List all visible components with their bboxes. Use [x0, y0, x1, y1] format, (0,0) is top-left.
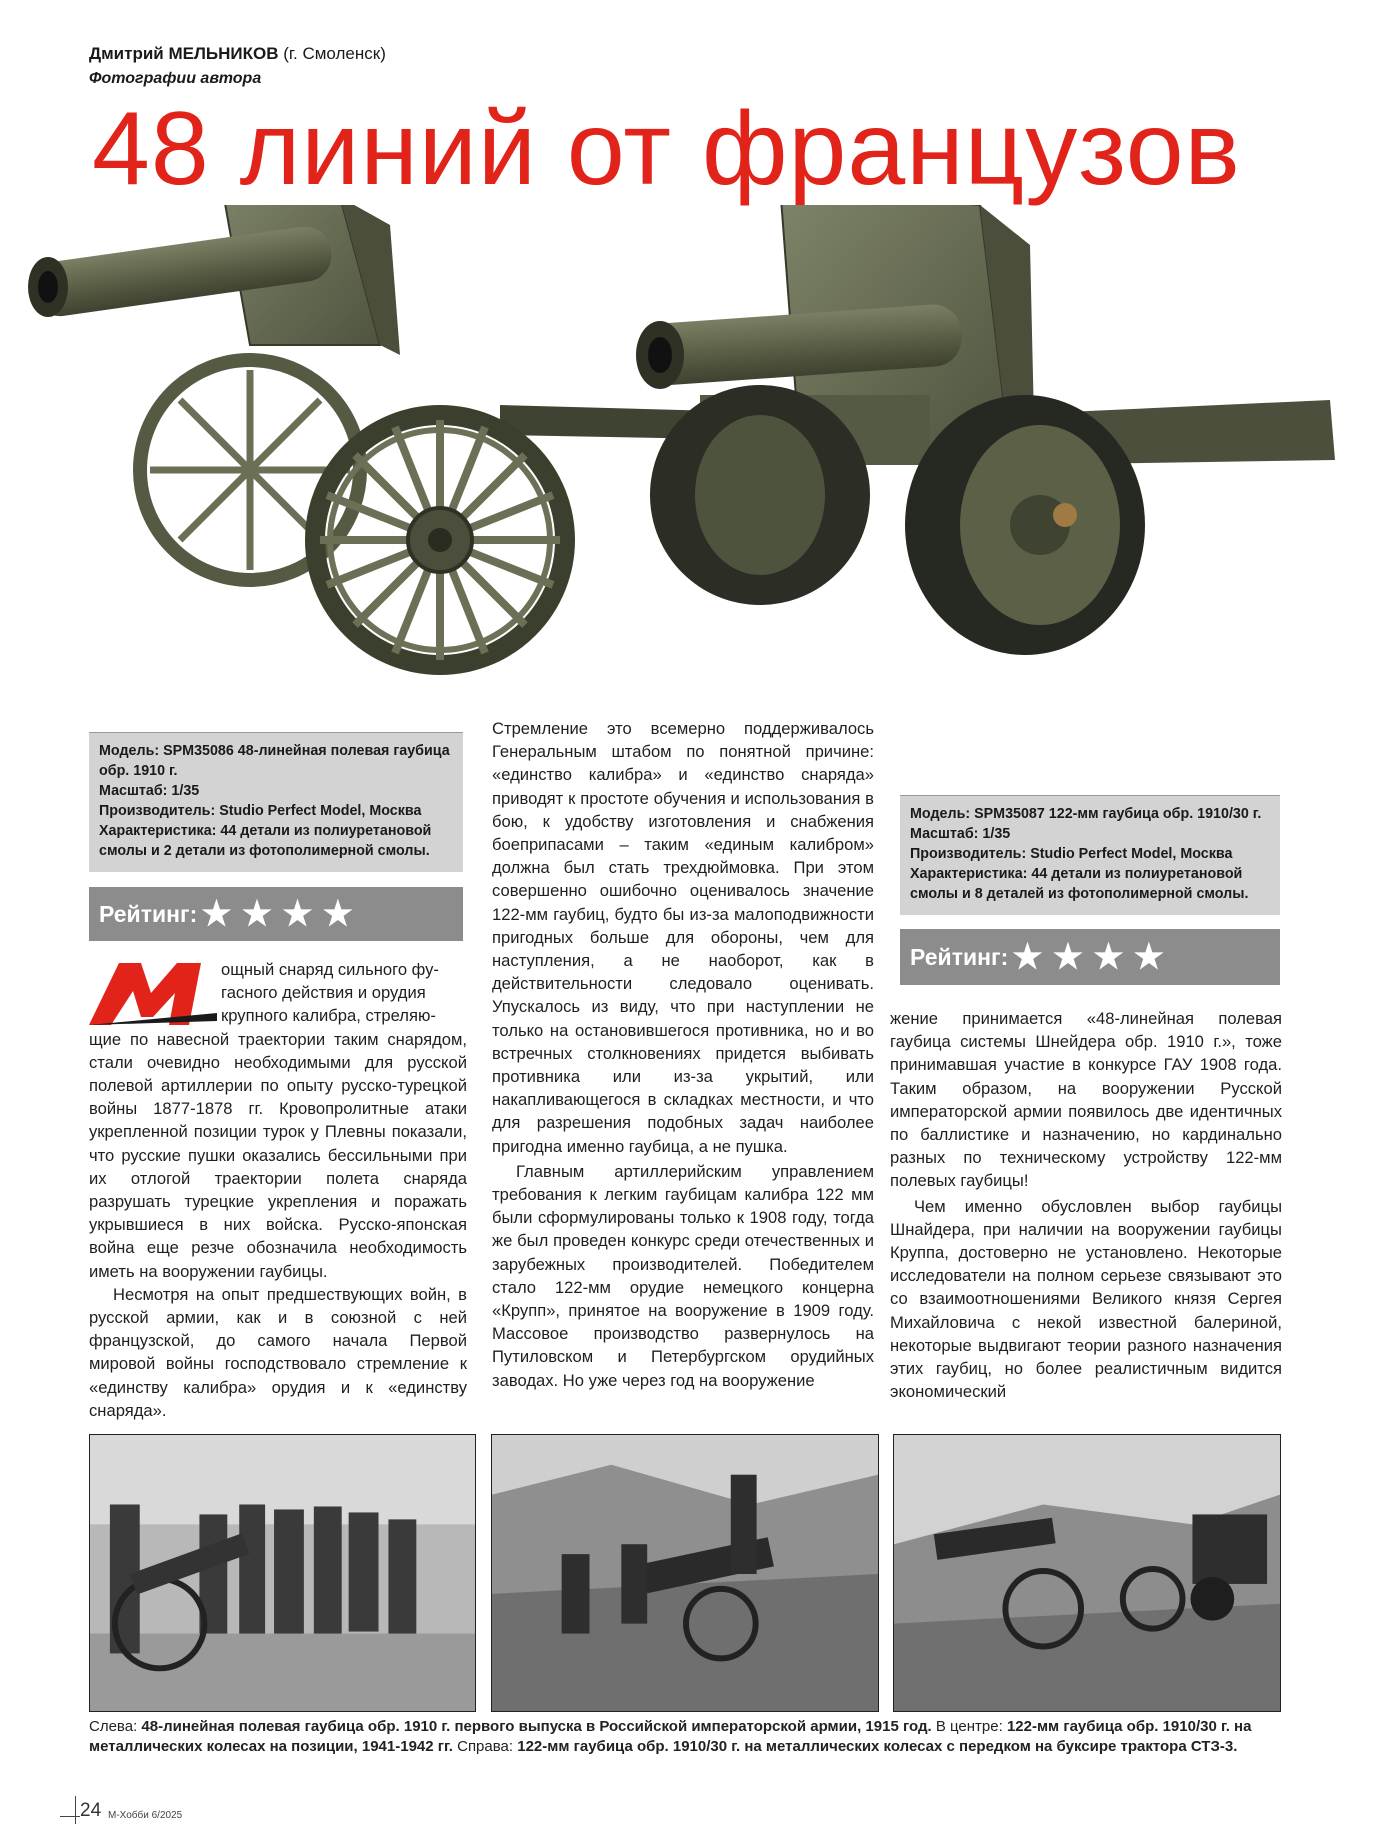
- photo-caption: [89, 1717, 1289, 1757]
- magazine-issue: М-Хобби 6/2025: [108, 1810, 183, 1821]
- dropcap-line-2: гасного действия и орудия: [221, 983, 426, 1003]
- page-number: 24: [80, 1800, 102, 1821]
- paragraph: щие по навесной траектории таким снарядом, стали очевидно необходимыми для русской полевой артиллерии по опыту русско-турецкой войны 1877-1878 гг. Кровопролитные атаки укрепленной позиции турок у Плевны показали, что русские пушки оказались бессильными при их отлогой траектории полета снаряда разрушать турецкие укрепления и поражать укрывшиеся в них войска. Русско-японская война еще резче обозначила необходимость иметь на вооружении гаубицы.: [89, 1029, 467, 1281]
- rating-label: Рейтинг:: [99, 900, 198, 927]
- paragraph: жение принимается «48-линейная полевая гаубица системы Шнейдера обр. 1910 г.», тоже принимавшая участие в конкурсе ГАУ 1908 года. Таким образом, на вооружении Русской императорской армии появилось две идентичных по баллистике и назначению, но кардинально разных по техническому устройству 122-мм полевых гаубицы!: [890, 1009, 1282, 1191]
- dropcap-line-3: крупного калибра, стреляю-: [221, 1006, 436, 1026]
- right-howitzer-model: [636, 205, 1335, 655]
- caption-center-label: В центре:: [931, 1718, 1007, 1735]
- kit-spec: Характеристика: 44 детали из полиуретановой: [910, 866, 1243, 882]
- caption-left-label: Слева:: [89, 1718, 142, 1735]
- author-city: (г. Смоленск): [283, 44, 386, 63]
- hero-photo-howitzers: [0, 205, 1375, 725]
- rating-label: Рейтинг:: [910, 943, 1009, 970]
- kit-maker: Производитель: Studio Perfect Model, Москва: [910, 846, 1233, 862]
- star-icon: ★★★★: [1012, 938, 1175, 976]
- kit-scale: Масштаб: 1/35: [910, 826, 1011, 842]
- kit-info-box-right: [900, 795, 1280, 915]
- paragraph: Главным артиллерийским управлением требования к легким гаубицам калибра 122 мм были сформулированы только к 1908 году, тогда же был проведен конкурс среди отечественных и зарубежных производителей. Победителем стало 122-мм орудие немецкого концерна «Крупп», принятое на вооружение в 1909 году. Массовое производство развернулось на Путиловском и Петербургском орудийных заводах. Но уже через год на вооружение: [492, 1161, 874, 1390]
- kit-model: Модель: SPM35087 122-мм гаубица обр. 1910/30 г.: [910, 806, 1262, 822]
- photo-credit: Фотографии автора: [89, 70, 262, 87]
- kit-spec-cont: смолы и 2 детали из фотополимерной смолы.: [99, 843, 430, 859]
- author-byline: [89, 44, 386, 64]
- dropcap-line-1: ощный снаряд сильного фу-: [221, 960, 439, 979]
- page-number-divider: [75, 1796, 76, 1824]
- kit-scale: Масштаб: 1/35: [99, 783, 200, 799]
- paragraph: Несмотря на опыт предшествующих войн, в русской армии, как и в союзной с ней французской, до самого начала Первой мировой войны господствовало стремление к «единству калибра» орудия и к «единству снаряда».: [89, 1284, 467, 1420]
- caption-right-label: Справа:: [452, 1738, 518, 1755]
- article-column-1: [89, 958, 467, 1422]
- historic-photo-right: [893, 1434, 1281, 1712]
- kit-spec-cont: смолы и 8 деталей из фотополимерной смолы.: [910, 886, 1249, 902]
- article-column-3: [890, 1007, 1282, 1403]
- caption-center-text: 122-мм гаубица обр. 1910/30 г. на металлических колесах на позиции, 1941-1942 гг.: [89, 1718, 1252, 1755]
- kit-maker: Производитель: Studio Perfect Model, Москва: [99, 803, 422, 819]
- article-column-2: [492, 717, 874, 1392]
- article-title: 48 линий от французов: [92, 91, 1241, 207]
- star-icon: ★★★★: [201, 895, 364, 933]
- historic-photo-left: [89, 1434, 476, 1712]
- paragraph: Стремление это всемерно поддерживалось Генеральным штабом по понятной причине: «единство калибра» и «единство снаряда» приводят к простоте обучения и использования в бою, к удобству изготовления и снабжения боеприпасами – таким «единым калибром» должна был стать трехдюймовка. При этом совершенно ошибочно оценивалось значение 122-мм гаубиц, будто бы из-за малоподвижности пригодных больше для обороны, чем для наступления, а не наоборот, как в действительности следовало оценивать. Упускалось из виду, что при наступлении не только на остановившегося противника, но и во встречных столкновениях придется выбивать противника или из-за укрытий, или накапливающегося в складках местности, и что для разрешения подобных задач наиболее пригодна именно гаубица, а не пушка.: [492, 719, 874, 1156]
- author-name: Дмитрий МЕЛЬНИКОВ: [89, 44, 279, 63]
- kit-model: Модель: SPM35086 48-линейная полевая гаубица: [99, 743, 450, 759]
- page-number-rule: [60, 1816, 80, 1817]
- caption-left-text: 48-линейная полевая гаубица обр. 1910 г. первого выпуска в Российской императорской армии, 1915 год.: [141, 1718, 932, 1735]
- rating-box-left: [89, 887, 463, 941]
- kit-spec: Характеристика: 44 детали из полиуретановой: [99, 823, 432, 839]
- historic-photo-center: [491, 1434, 879, 1712]
- paragraph: Чем именно обусловлен выбор гаубицы Шнайдера, при наличии на вооружении гаубицы Круппа, достоверно не установлено. Некоторые исследователи на полном серьезе связывают это со взаимоотношениями Великого князя Сергея Михайловича с некой известной балериной, некоторые выдвигают теории разного назначения этих гаубиц, но более реалистичным видится экономический: [890, 1196, 1282, 1402]
- kit-model-cont: обр. 1910 г.: [99, 763, 178, 779]
- kit-info-box-left: [89, 732, 463, 872]
- rating-box-right: [900, 929, 1280, 985]
- caption-right-text: 122-мм гаубица обр. 1910/30 г. на металлических колесах с передком на буксире трактора СТЗ-3.: [517, 1738, 1238, 1755]
